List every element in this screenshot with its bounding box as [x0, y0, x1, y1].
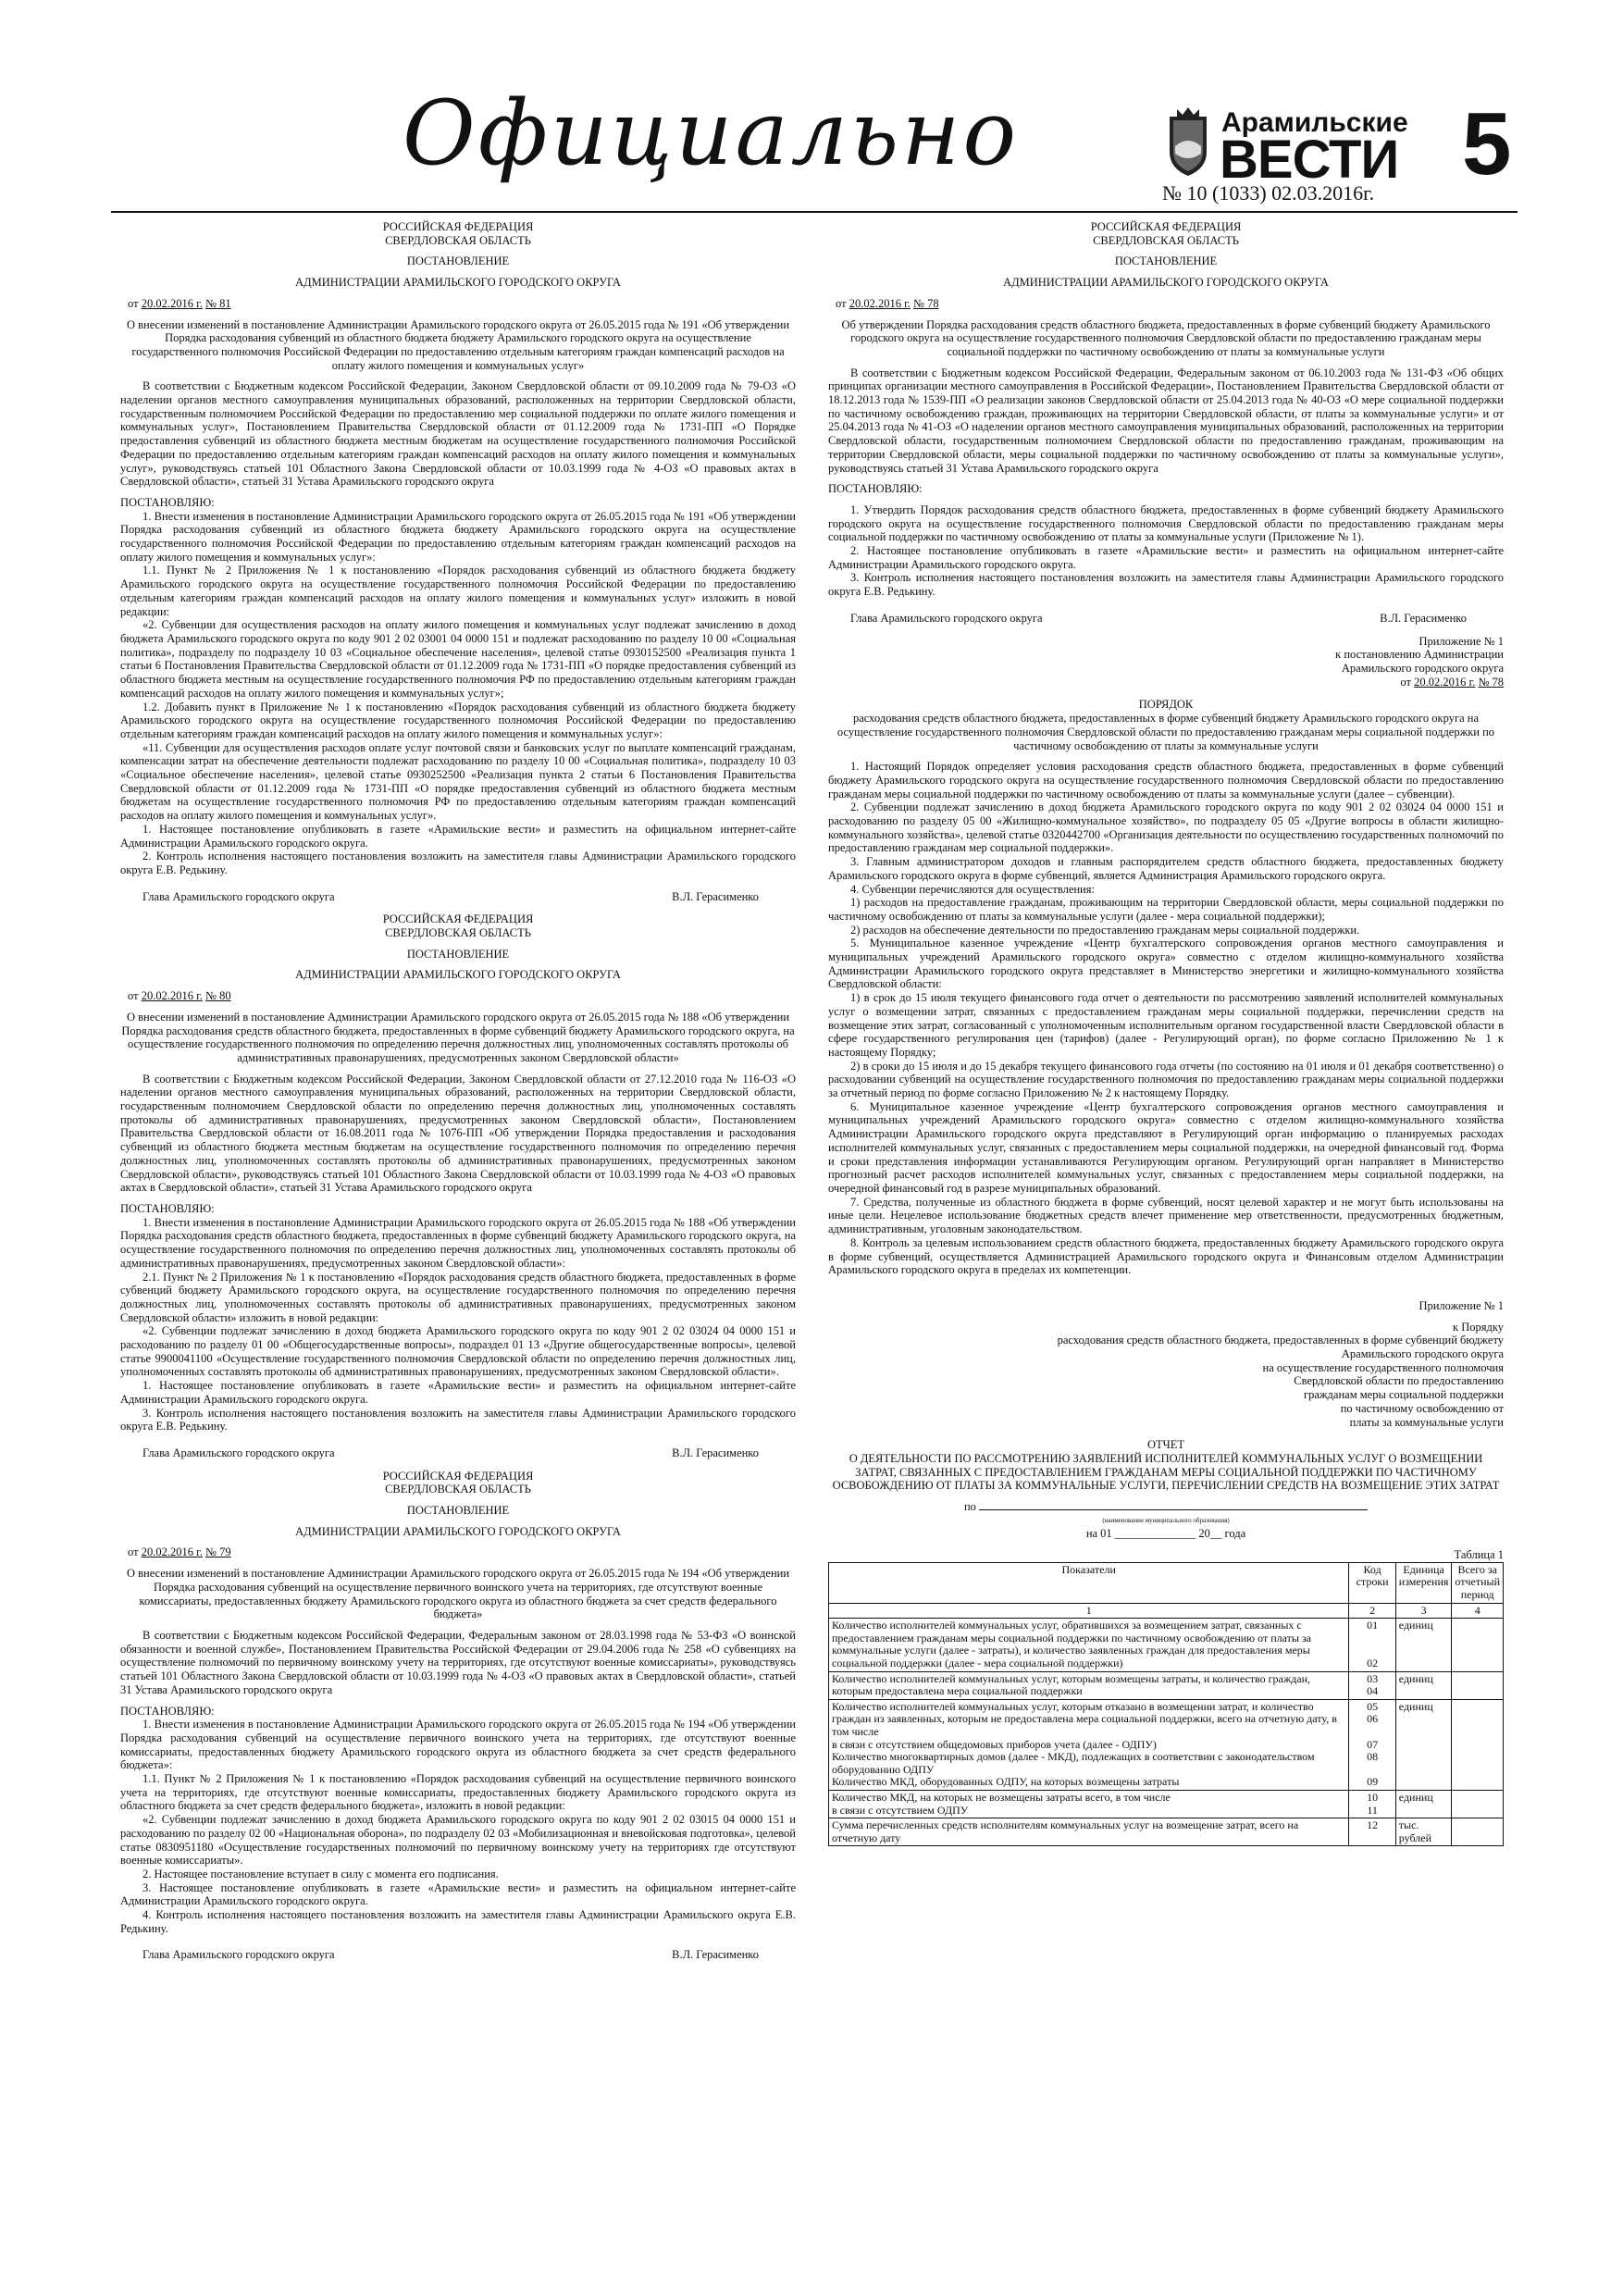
cell-unit: тыс. рублей — [1395, 1818, 1452, 1846]
doc-type: ПОСТАНОВЛЕНИЕ — [1114, 254, 1218, 268]
decree-80 — [120, 912, 796, 1459]
signature-name: В.Л. Герасименко — [672, 1948, 759, 1962]
logo-big-text: ВЕСТИ — [1220, 130, 1399, 190]
header-oblast: СВЕРДЛОВСКАЯ ОБЛАСТЬ — [385, 1483, 531, 1496]
paragraph: 1. Утвердить Порядок расходования средств областного бюджета, предоставленных в форме субвенций бюджету Арамильского городского округа на осуществление государственного полномочия Свердловской области по предоставлению гражданам меры социальной поддержки по частичному освобождению от платы за коммунальные услуги (Приложение № 1). — [828, 503, 1504, 544]
table-row — [829, 1818, 1504, 1846]
page-number: 5 — [1462, 94, 1512, 193]
masthead — [0, 0, 1623, 211]
table-header-row — [829, 1562, 1504, 1603]
column-header: Всего за отчетный период — [1452, 1562, 1504, 1603]
report-title: ОТЧЕТ — [1146, 1438, 1185, 1452]
cell-total — [1452, 1699, 1504, 1790]
order-paragraph: 2) в сроки до 15 июля и до 15 декабря текущего финансового года отчеты (по состоянию на 01 июля и 01 декабря соответственно) о расходовании субвенций на осуществление государственного полномочия по предоставлению гражданам меры социальной поддержки за отчетный период по форме согласно Приложению № 2 к настоящему Порядку. — [828, 1059, 1504, 1100]
cell-indicator: Количество исполнителей коммунальных услуг, обратившихся за возмещением затрат, связанных с предоставлением гражданам меры социальной поддержки по частичному освобождению от платы за коммунальные услуги (далее - затраты), и количество заявленных граждан для предоставления меры социальной поддержки (далее - мера социальной поддержки) — [829, 1619, 1349, 1671]
issuer: АДМИНИСТРАЦИИ АРАМИЛЬСКОГО ГОРОДСКОГО ОКРУГА — [295, 276, 621, 290]
header-oblast: СВЕРДЛОВСКАЯ ОБЛАСТЬ — [385, 233, 531, 247]
column-number: 1 — [829, 1603, 1349, 1619]
paragraph: 1.2. Добавить пункт в Приложение № 1 к постановлению «Порядок расходования субвенций из областного бюджета бюджету Арамильского городского округа на осуществление государственного полномочия Российской Федерации по предоставлению отдельным категориям граждан компенсаций расходов на оплату жилого помещения и коммунальных услуг»: — [120, 700, 796, 740]
date-value: 20.02.2016 г. — [849, 296, 911, 310]
appendix-lines — [828, 1321, 1504, 1430]
appendix-line: Арамильского городского округа — [1341, 1347, 1504, 1361]
order-paragraph: 8. Контроль за целевым использованием средств областного бюджета, предоставленных бюджету Арамильского городского округа в форме субвенций, осуществляется Администрацией Арамильского городского округа и Финансовым отделом Администрации Арамильского городского округа в пределах их компетенции. — [828, 1235, 1504, 1277]
order-paragraph: 3. Главным администратором доходов и главным распорядителем средств областного бюджета, предоставленных бюджету Арамильского городского округа в форме субвенций, является Администрация Арамильского городского округа. — [828, 855, 1504, 882]
cell-code: 03 04 — [1349, 1671, 1395, 1699]
report-section — [828, 1438, 1504, 1846]
date-prefix: от — [1400, 675, 1411, 689]
doc-type: ПОСТАНОВЛЕНИЕ — [406, 947, 510, 961]
appendix-line: к Порядку — [1453, 1320, 1504, 1334]
decree-78 — [828, 220, 1504, 626]
header-rf: РОССИЙСКАЯ ФЕДЕРАЦИЯ — [382, 1469, 534, 1483]
section-title: Официально — [403, 81, 1020, 185]
cell-code: 12 — [1349, 1818, 1395, 1846]
decree-subject: О внесении изменений в постановление Администрации Арамильского городского округа от 26.05.2015 года № 191 «Об утверждении Порядка расходования субвенций из областного бюджета бюджету Арамильского городского округа на осуществление государственного полномочия Российской Федерации по предоставлению отдельным категориям граждан компенсаций расходов на оплату жилого помещения и коммунальных услуг» — [126, 317, 790, 372]
order-paragraph: 2. Субвенции подлежат зачислению в доход бюджета Арамильского городского округа по коду 901 2 02 03024 04 0000 151 и расходованию по разделу 05 00 «Жилищно-коммунальное хозяйство», по подразделу 05 05 «Другие вопросы в области жилищно-коммунального хозяйства», целевой статье 0320442700 «Организация деятельности по осуществлению государственных полномочий по предоставлению гражданам мер социальной поддержки». — [828, 800, 1504, 855]
appendix-line: Арамильского городского округа — [1341, 661, 1504, 675]
table-number-row — [829, 1603, 1504, 1619]
cell-code: 01 02 — [1349, 1619, 1395, 1671]
signature-name: В.Л. Герасименко — [672, 889, 759, 903]
decree-date — [128, 297, 796, 311]
order-paragraph: 1. Настоящий Порядок определяет условия расходования средств областного бюджета, предоставленных в форме субвенций бюджету Арамильского городского округа на осуществление государственного полномочия Свердловской области по предоставлению гражданам меры социальной поддержки по частичному освобождению от платы за коммунальные услуги (далее – субвенции). — [828, 760, 1504, 800]
header-oblast: СВЕРДЛОВСКАЯ ОБЛАСТЬ — [385, 926, 531, 940]
signature-name: В.Л. Герасименко — [1380, 611, 1467, 625]
cell-indicator: Количество исполнителей коммунальных услуг, которым отказано в возмещении затрат, и количество граждан из заявленных, которым не предоставлена мера социальной поддержки, всего на отчетную дату, в том числе в связи с отсутствием общедомовых приборов учета (далее - ОДПУ) Количество многоквартирных домов (далее - МКД), подлежащих в соответствии с законодательством оборудованию ОДПУ Количество МКД, оборудованных ОДПУ, на которых возмещены затраты — [829, 1699, 1349, 1790]
signature-title: Глава Арамильского городского округа — [850, 611, 1043, 625]
signature — [120, 890, 796, 904]
cell-total — [1452, 1619, 1504, 1671]
header-rf: РОССИЙСКАЯ ФЕДЕРАЦИЯ — [382, 220, 534, 233]
appendix-line: по частичному освобождению от — [1340, 1401, 1504, 1415]
appendix-line: расходования средств областного бюджета, предоставленных в форме субвенций бюджету — [1057, 1334, 1504, 1347]
preamble: В соответствии с Бюджетным кодексом Российской Федерации, Законом Свердловской области от 27.12.2010 года № 116-ОЗ «О наделении органов местного самоуправления муниципальных образований, расположенных на территории Свердловской области, государственным полномочием Свердловской области по определению перечня должностных лиц, уполномоченных составлять протоколы об административных правонарушениях, предусмотренных законом Свердловской области», Постановлением Правительства Свердловской области от 16.08.2011 года № 1076-ПП «Об утверждении Порядка предоставления и расходования субвенций из областного бюджета местным бюджетам на осуществление государственного полномочия по определению перечня должностных лиц, уполномоченных составлять протоколы об административных правонарушениях, предусмотренных законом Свердловской области», руководствуясь статьей 101 Областного Закона Свердловской области от 10.03.1999 года № 4-ОЗ «О правовых актах в Свердловской области», статьей 31 Устава Арамильского городского округа — [120, 1072, 796, 1195]
postanovlyayu: ПОСТАНОВЛЯЮ: — [828, 482, 923, 496]
date-value: 20.02.2016 г. — [141, 296, 203, 310]
order-paragraph: 5. Муниципальное казенное учреждение «Центр бухгалтерского сопровождения органов местного самоуправления и муниципальных учреждений Арамильского городского округа» совместно с отделом жилищно-коммунального хозяйства Администрации Арамильского городского округа представляет в Министерство энергетики и жилищно-коммунального хозяйства Свердловской области: — [828, 937, 1504, 991]
order-appendix-header — [828, 1299, 1504, 1429]
preamble: В соответствии с Бюджетным кодексом Российской Федерации, Федеральным законом от 28.03.1998 года № 53-ФЗ «О воинской обязанности и военной службе», Постановлением Правительства Российской Федерации от 29.04.2006 года № 258 «О субвенциях на осуществление полномочий по первичному воинскому учету на территориях, где отсутствуют военные комиссариаты», руководствуясь статьей 101 Областного Закона Свердловской области от 10.03.1999 года № 4-ОЗ «О правовых актах в Свердловской области», статьей 31 Устава Арамильского городского округа — [120, 1628, 796, 1696]
left-column — [120, 220, 796, 1971]
order-paragraph: 7. Средства, полученные из областного бюджета в форме субвенций, носят целевой характер и не могут быть использованы на иные цели. Нецелевое использование бюджетных средств влечет применение мер ответственности, предусмотренных бюджетным, административным, уголовным законодательством. — [828, 1195, 1504, 1236]
doc-type: ПОСТАНОВЛЕНИЕ — [406, 1504, 510, 1518]
decree-81 — [120, 220, 796, 903]
cell-indicator: Количество исполнителей коммунальных услуг, которым возмещены затраты, и количество граждан, которым предоставлена мера социальной поддержки — [829, 1671, 1349, 1699]
decree-number: № 80 — [205, 989, 231, 1003]
cell-unit: единиц — [1395, 1699, 1452, 1790]
order-section — [828, 698, 1504, 1277]
cell-code: 10 11 — [1349, 1790, 1395, 1818]
paragraph: 3. Контроль исполнения настоящего постановления возложить на заместителя главы Администрации Арамильского городского округа Е.В. Редькину. — [828, 571, 1504, 599]
signature-title: Глава Арамильского городского округа — [142, 1948, 335, 1962]
table-label: Таблица 1 — [1454, 1548, 1504, 1562]
paragraph: 3. Контроль исполнения настоящего постановления возложить на заместителя главы Администрации Арамильского городского округа Е.В. Редькину. — [120, 1406, 796, 1433]
date-value: 20.02.2016 г. — [1414, 675, 1476, 689]
doc-type: ПОСТАНОВЛЕНИЕ — [406, 254, 510, 268]
municipality-field — [979, 1509, 1368, 1510]
order-paragraph: 2) расходов на обеспечение деятельности по предоставлению гражданам меры социальной поддержки. — [850, 923, 1360, 937]
municipality-hint: (наименование муниципального образования) — [1102, 1516, 1230, 1524]
paragraph: «11. Субвенции для осуществления расходов оплате услуг почтовой связи и банковских услуг по выплате компенсаций гражданам, компенсации затрат на обеспечение деятельности подлежат расходованию по разделу 10 00 «Социальная политика», подразделу 10 03 «Социальное обеспечение населения», целевой статье 0930252500 «Реализация пункта 2 статьи 6 Постановления Правительства Свердловской области от 01.12.2009 года № 1731-ПП «О порядке предоставления субвенций из областного бюджета местным бюджетам на осуществление государственного полномочия РФ по предоставлению отдельным категориям граждан компенсаций расходов на оплату жилого помещения и коммунальных услуг». — [120, 740, 796, 823]
signature-title: Глава Арамильского городского округа — [142, 1446, 335, 1459]
cell-unit: единиц — [1395, 1619, 1452, 1671]
signature-title: Глава Арамильского городского округа — [142, 889, 335, 903]
report-po-line — [828, 1500, 1504, 1514]
paragraph: 2. Настоящее постановление вступает в силу с момента его подписания. — [142, 1867, 499, 1880]
right-column — [828, 220, 1504, 1855]
decree-date — [836, 297, 1504, 311]
date-prefix: от — [128, 989, 139, 1003]
paragraph: 1. Внести изменения в постановление Администрации Арамильского городского округа от 26.05.2015 года № 194 «Об утверждении Порядка расходования субвенций на осуществление первичного воинского учета на территориях, где отсутствуют военные комиссариаты, предоставленных бюджету Арамильского городского округа из областного бюджета за счет средств федерального бюджета»: — [120, 1718, 796, 1772]
paragraph: 4. Контроль исполнения настоящего постановления возложить на заместителя главы Администрации Арамильского округа Е.В. Редькину. — [120, 1908, 796, 1935]
table-row — [829, 1619, 1504, 1671]
cell-total — [1452, 1818, 1504, 1846]
postanovlyayu: ПОСТАНОВЛЯЮ: — [120, 1202, 215, 1215]
column-header: Показатели — [829, 1562, 1349, 1603]
paragraph: «2. Субвенции для осуществления расходов на оплату жилого помещения и коммунальных услуг подлежат зачислению в доход бюджета Арамильского городского округа по коду 901 2 02 03001 04 0000 151 и подлежат расходованию по разделу 10 00 «Социальная политика», подразделу по подразделу 10 03 «Социальное обеспечение населения», целевой статье 0930152500 «Реализация пункта 1 статьи 6 Постановления Правительства Свердловской области от 01.12.2009 года № 1731-ПП «О порядке предоставления субвенций из областного бюджета местным на осуществление государственного полномочия РФ по предоставлению отдельным категориям граждан компенсаций расходов на оплату жилого помещения и коммунальных услуг»; — [120, 618, 796, 700]
postanovlyayu: ПОСТАНОВЛЯЮ: — [120, 1704, 215, 1718]
signature — [120, 1446, 796, 1460]
signature-name: В.Л. Герасименко — [672, 1446, 759, 1459]
order-subtitle: расходования средств областного бюджета, предоставленных в форме субвенций бюджету Арамильского городского округа на осуществление государственного полномочия Свердловской области по предоставлению гражданам меры социальной поддержки по частичному освобождению от платы за коммунальные услуги — [836, 712, 1495, 752]
newspaper-logo — [1164, 104, 1408, 190]
preamble: В соответствии с Бюджетным кодексом Российской Федерации, Законом Свердловской области от 09.10.2009 года № 79-ОЗ «О наделении органов местного самоуправления муниципальных образований, расположенных на территории Свердловской области, государственным полномочием Российской Федерации по предоставлению мер социальной поддержки по оплате жилого помещения и коммунальных услуг», Постановлением Правительства Свердловской области от 01.12.2009 года № 1731-ПП «О Порядке предоставления субвенций из областного бюджета местным бюджетам на осуществление государственного полномочия Российской Федерации по предоставлению отдельным категориям граждан компенсаций расходов на оплату жилого помещения и коммунальных услуг», руководствуясь статьей 101 Областного Закона Свердловской области от 10.03.1999 года № 4-ОЗ «О правовых актах в Свердловской области», статьей 31 Устава Арамильского городского округа — [120, 379, 796, 489]
header-rule — [111, 211, 1518, 213]
appendix-line: Приложение № 1 — [1419, 1298, 1504, 1312]
logo-small-text: Арамильские — [1221, 107, 1408, 138]
appendix-line: гражданам меры социальной поддержки — [1304, 1388, 1504, 1402]
paragraph: 1. Внести изменения в постановление Администрации Арамильского городского округа от 26.05.2015 года № 188 «Об утверждении Порядка расходования средств областного бюджета, предоставленных в форме субвенций бюджету Арамильского городского округа, на осуществление государственного полномочия по определению перечня должностных лиц, уполномоченных составлять протоколы об административных правонарушениях, предусмотренных законом Свердловской области»: — [120, 1215, 796, 1270]
column-number: 4 — [1452, 1603, 1504, 1619]
paragraph: 1. Настоящее постановление опубликовать в газете «Арамильские вести» и разместить на официальном интернет-сайте Администрации Арамильского городского округа. — [120, 1379, 796, 1406]
appendix-1-header — [828, 635, 1504, 689]
cell-indicator: Сумма перечисленных средств исполнителям коммунальных услуг на возмещение затрат, всего на отчетную дату — [829, 1818, 1349, 1846]
decree-number: № 78 — [913, 296, 939, 310]
appendix-line: к постановлению Администрации — [1335, 648, 1504, 662]
table-row — [829, 1699, 1504, 1790]
appendix-line: Приложение № 1 — [1419, 634, 1504, 648]
report-subtitle: О ДЕЯТЕЛЬНОСТИ ПО РАССМОТРЕНИЮ ЗАЯВЛЕНИЙ ИСПОЛНИТЕЛЕЙ КОММУНАЛЬНЫХ УСЛУГ О ВОЗМЕЩЕНИИ ЗАТРАТ, СВЯЗАННЫХ С ПРЕДОСТАВЛЕНИЕМ ГРАЖДАНАМ МЕРЫ СОЦИАЛЬНОЙ ПОДДЕРЖКИ ПО ЧАСТИЧНОМУ ОСВОБОЖДЕНИЮ ОТ ПЛАТЫ ЗА КОММУНАЛЬНЫЕ УСЛУГИ, ПЕРЕЧИСЛЕНИИ СРЕДСТВ НА ВОЗМЕЩЕНИЕ ЭТИХ ЗАТРАТ — [832, 1451, 1500, 1493]
cell-unit: единиц — [1395, 1790, 1452, 1818]
decree-number: № 81 — [205, 296, 231, 310]
signature — [120, 1948, 796, 1962]
header-oblast: СВЕРДЛОВСКАЯ ОБЛАСТЬ — [1093, 233, 1239, 247]
date-prefix: от — [128, 296, 139, 310]
column-number: 2 — [1349, 1603, 1395, 1619]
header-rf: РОССИЙСКАЯ ФЕДЕРАЦИЯ — [382, 912, 534, 926]
issuer: АДМИНИСТРАЦИИ АРАМИЛЬСКОГО ГОРОДСКОГО ОКРУГА — [295, 1524, 621, 1538]
paragraph: 2. Контроль исполнения настоящего постановления возложить на заместителя главы Администрации Арамильского городского округа Е.В. Редькину. — [120, 850, 796, 876]
order-paragraph: 1) расходов на предоставление гражданам, проживающим на территории Свердловской области, меры социальной поддержки по частичному освобождению от платы за коммунальные услуги (далее - мера социальной поддержки); — [828, 896, 1504, 923]
table-row — [829, 1671, 1504, 1699]
order-paragraph: 4. Субвенции перечисляются для осуществления: — [850, 882, 1095, 896]
appendix-line: Свердловской области по предоставлению — [1294, 1374, 1504, 1388]
table-body — [829, 1619, 1504, 1846]
appendix-date — [828, 676, 1504, 689]
paragraph: 1. Внести изменения в постановление Администрации Арамильского городского округа от 26.05.2015 года № 191 «Об утверждении Порядка расходования субвенций из областного бюджета бюджету Арамильского городского округа на осуществление государственного полномочия Российской Федерации по предоставлению отдельным категориям граждан компенсаций расходов на оплату жилого помещения и коммунальных услуг»: — [120, 509, 796, 564]
signature — [828, 612, 1504, 626]
paragraph: 1. Настоящее постановление опубликовать в газете «Арамильские вести» и разместить на официальном интернет-сайте Администрации Арамильского городского округа. — [120, 822, 796, 850]
postanovlyayu: ПОСТАНОВЛЯЮ: — [120, 495, 215, 509]
paragraph: 1.1. Пункт № 2 Приложения № 1 к постановлению «Порядок расходования субвенций на осуществление первичного воинского учета на территориях, где отсутствуют военные комиссариаты, предоставленных бюджету Арамильского городского округа из областного бюджета за счет средств федерального бюджета», изложить в новой редакции: — [120, 1772, 796, 1813]
column-number: 3 — [1395, 1603, 1452, 1619]
paragraph: «2. Субвенции подлежат зачислению в доход бюджета Арамильского городского округа по коду 901 2 02 03015 04 0000 151 и расходованию по разделу 02 00 «Национальная оборона», по подразделу 02 03 «Мобилизационная и вневойсковая подготовка», целевой статье 0830951180 «Осуществление государственных полномочий по первичному воинскому учету на территориях где отсутствуют военные комиссариаты». — [120, 1813, 796, 1868]
decree-subject: Об утверждении Порядка расходования средств областного бюджета, предоставленных в форме субвенций бюджету Арамильского городского округа на осуществление государственного полномочия Свердловской области по предоставлению гражданам меры социальной поддержки по частичному освобождению от платы за коммунальные услуги — [841, 317, 1491, 358]
paragraph: 2.1. Пункт № 2 Приложения № 1 к постановлению «Порядок расходования средств областного бюджета, предоставленных в форме субвенций бюджету Арамильского городского округа, на осуществление государственного полномочия по определению перечня должностных лиц, уполномоченных составлять протоколы об административных правонарушениях, предусмотренных законом Свердловской области» изложить в новой редакции: — [120, 1270, 796, 1324]
decree-date — [128, 989, 796, 1003]
order-paragraphs — [828, 760, 1504, 1277]
paragraph: 3. Настоящее постановление опубликовать в газете «Арамильские вести» и разместить на официальном интернет-сайте Администрации Арамильского городского округа. — [120, 1880, 796, 1908]
decree-number: № 78 — [1478, 675, 1504, 689]
order-paragraph: 6. Муниципальное казенное учреждение «Центр бухгалтерского сопровождения органов местного самоуправления и муниципальных учреждений Арамильского городского округа» совместно с отделом жилищно-коммунального хозяйства Администрации Арамильского городского округа представляют в Регулирующий орган информацию о планируемых расходах исполнителей коммунальных услуг, связанных с предоставлением меры социальной поддержки, на очередной финансовый год. Форма и сроки представления информации устанавливаются Регулирующим органом. Регулирующий орган направляет в Министерство прогнозный расчет расходов исполнителей коммунальных услуг, связанных с предоставлением меры социальной поддержки, на очередной финансовый год в разрезе муниципальных образований. — [828, 1099, 1504, 1195]
decree-79 — [120, 1470, 796, 1963]
column-header: Код строки — [1349, 1562, 1395, 1603]
po-label: по — [963, 1500, 976, 1514]
appendix-line: на осуществление государственного полномочия — [1262, 1360, 1504, 1374]
report-date-line: на 01 ______________ 20__ года — [1085, 1527, 1246, 1541]
cell-total — [1452, 1671, 1504, 1699]
cell-code: 05 06 07 08 09 — [1349, 1699, 1395, 1790]
decree-number: № 79 — [205, 1545, 231, 1559]
header-rf: РОССИЙСКАЯ ФЕДЕРАЦИЯ — [1090, 220, 1242, 233]
cell-indicator: Количество МКД, на которых не возмещены затраты всего, в том числе в связи с отсутствием ОДПУ — [829, 1790, 1349, 1818]
issue-info: № 10 (1033) 02.03.2016г. — [1162, 181, 1375, 205]
cell-unit: единиц — [1395, 1671, 1452, 1699]
date-value: 20.02.2016 г. — [141, 1545, 203, 1559]
paragraph: 2. Настоящее постановление опубликовать в газете «Арамильские вести» и разместить на официальном интернет-сайте Администрации Арамильского городского округа. — [828, 544, 1504, 571]
date-prefix: от — [836, 296, 847, 310]
table-row — [829, 1790, 1504, 1818]
preamble: В соответствии с Бюджетным кодексом Российской Федерации, Федеральным законом от 06.10.2003 года № 131-ФЗ «Об общих принципах организации местного самоуправления в Российской Федерации», Постановлением Правительства Свердловской области от 18.12.2013 года № 1539-ПП «О реализации законов Свердловской области от 25.04.2013 года № 40-ОЗ «О мере социальной поддержки по частичному освобождению граждан, проживающих на территории Свердловской области, от платы за коммунальные услуги» и от 25.04.2013 года № 41-ОЗ «О наделении органов местного самоуправления муниципальных образований, расположенных на территории Свердловской области, государственным полномочием Свердловской области по предоставлению гражданам, проживающим на территории Свердловской области, меры социальной поддержки по частичному освобождению от платы за коммунальные услуги», руководствуясь статьей 31 Устава Арамильского городского округа — [828, 366, 1504, 475]
report-table — [828, 1562, 1504, 1846]
decree-subject: О внесении изменений в постановление Администрации Арамильского городского округа от 26.05.2015 года № 194 «Об утверждении Порядка расходования субвенций на осуществление первичного воинского учета на территориях, где отсутствуют военные комиссариаты, предоставленных бюджету Арамильского городского округа из областного бюджета за счет средств федерального бюджета» — [126, 1567, 790, 1621]
date-value: 20.02.2016 г. — [141, 989, 203, 1003]
paragraph: «2. Субвенции подлежат зачислению в доход бюджета Арамильского городского округа по коду 901 2 02 03024 04 0000 151 и расходованию по разделу 01 00 «Общегосударственные вопросы», подраздел 01 13 «Другие общегосударственные вопросы», целевой статье 9900041100 «Осуществление государственного полномочия Свердловской области по определению перечня должностных лиц, уполномоченных составлять протоколы об административных правонарушениях, предусмотренных законом Свердловской области». — [120, 1324, 796, 1379]
paragraph: 1.1. Пункт № 2 Приложения № 1 к постановлению «Порядок расходования субвенций из областного бюджета бюджету Арамильского городского округа на осуществление государственного полномочия Российской Федерации по предоставлению отдельным категориям граждан компенсаций расходов на оплату жилого помещения и коммунальных услуг» изложить в новой редакции: — [120, 564, 796, 618]
issuer: АДМИНИСТРАЦИИ АРАМИЛЬСКОГО ГОРОДСКОГО ОКРУГА — [295, 968, 621, 982]
column-header: Единица измерения — [1395, 1562, 1452, 1603]
issuer: АДМИНИСТРАЦИИ АРАМИЛЬСКОГО ГОРОДСКОГО ОКРУГА — [1003, 276, 1329, 290]
date-prefix: от — [128, 1545, 139, 1559]
appendix-line: платы за коммунальные услуги — [1349, 1415, 1504, 1429]
cell-total — [1452, 1790, 1504, 1818]
order-title: ПОРЯДОК — [1138, 698, 1194, 712]
decree-subject: О внесении изменений в постановление Администрации Арамильского городского округа от 26.05.2015 года № 188 «Об утверждении Порядка расходования средств областного бюджета, предоставленных в форме субвенций бюджету Арамильского городского округа, на осуществление государственного полномочия по определению перечня должностных лиц, уполномоченных составлять протоколы об административных правонарушениях, предусмотренных законом Свердловской области» — [121, 1010, 795, 1064]
order-paragraph: 1) в срок до 15 июля текущего финансового года отчет о деятельности по рассмотрению заявлений исполнителей коммунальных услуг о возмещении затрат, связанных с предоставлением гражданам меры социальной поддержки, перечислении средств на возмещение этих затрат, согласованный с уполномоченным исполнительным органом государственной власти Свердловской области в сфере государственного регулирования цен (тарифов) (далее - Регулирующий орган), по форме согласно Приложению № 1 к настоящему Порядку; — [828, 991, 1504, 1059]
decree-date — [128, 1545, 796, 1559]
coat-of-arms-icon — [1164, 104, 1212, 178]
